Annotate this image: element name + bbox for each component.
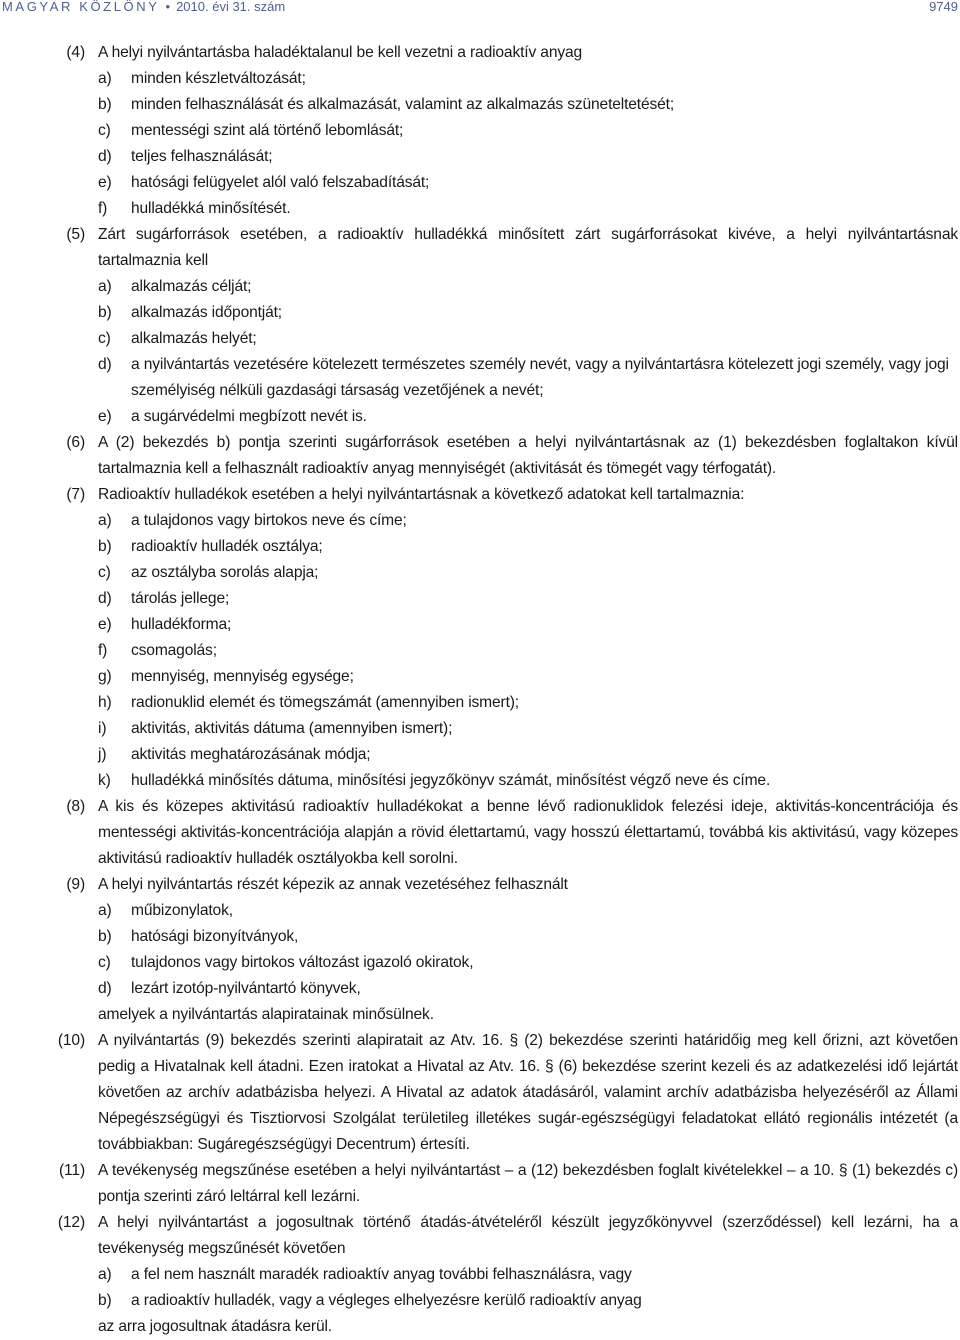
paragraph-text: A tevékenység megszűnése esetében a helyi nyilvántartást – a (12) bekezdésben foglalt kivételekkel – a 10. § (1) bekezdés c) pontja szerinti záró leltárral kell lezárni. <box>98 1162 958 1205</box>
list-item-text: hulladékká minősítését. <box>131 200 291 217</box>
list-item <box>98 690 958 716</box>
list-item <box>98 326 958 352</box>
paragraph-number: (7) <box>66 486 85 503</box>
paragraph <box>0 1158 960 1210</box>
list-item <box>98 976 958 1002</box>
list-item-label: c) <box>98 954 111 971</box>
list-item-text: alkalmazás helyét; <box>131 330 257 347</box>
list-item-text: mentességi szint alá történő lebomlását; <box>131 122 404 139</box>
list-item <box>98 66 958 92</box>
list-item-text: a sugárvédelmi megbízott nevét is. <box>131 408 367 425</box>
list-item-text: tulajdonos vagy birtokos változást igazoló okiratok, <box>131 954 474 971</box>
list-item-label: g) <box>98 668 112 685</box>
list-item-label: d) <box>98 590 112 607</box>
list-item-label: c) <box>98 330 111 347</box>
list-item <box>98 118 958 144</box>
list-item-text: aktivitás meghatározásának módja; <box>131 746 371 763</box>
list-item <box>98 508 958 534</box>
paragraph-tail-text: amelyek a nyilvántartás alapiratainak minősülnek. <box>98 1006 434 1023</box>
list-item-label: a) <box>98 512 112 529</box>
list-item-text: mennyiség, mennyiség egysége; <box>131 668 354 685</box>
list-item-text: aktivitás, aktivitás dátuma (amennyiben ismert); <box>131 720 453 737</box>
list-item <box>98 144 958 170</box>
list-item <box>98 300 958 326</box>
list-item <box>98 274 958 300</box>
list-item <box>98 586 958 612</box>
list-item-text: a radioaktív hulladék, vagy a végleges elhelyezésre kerülő radioaktív anyag <box>131 1292 642 1309</box>
list-item-text: az osztályba sorolás alapja; <box>131 564 319 581</box>
list-item <box>98 352 958 404</box>
list-item-text: minden készletváltozását; <box>131 70 306 87</box>
list-item-text: radionuklid elemét és tömegszámát (amennyiben ismert); <box>131 694 519 711</box>
paragraph-text: A (2) bekezdés b) pontja szerinti sugárforrások esetében a helyi nyilvántartásnak az (1) bekezdésben foglaltakon kívül tartalmaznia kell a felhasznált radioaktív anyag mennyiségét (aktivitását és tömegét vagy térfogatát). <box>98 434 958 477</box>
list-item-label: a) <box>98 70 112 87</box>
paragraph <box>0 872 960 1028</box>
list-item-text: hatósági bizonyítványok, <box>131 928 299 945</box>
paragraph-number: (4) <box>66 44 85 61</box>
list-item-label: b) <box>98 1292 112 1309</box>
list-item-text: hulladékforma; <box>131 616 232 633</box>
list-item-text: csomagolás; <box>131 642 217 659</box>
paragraph-number: (10) <box>57 1032 85 1049</box>
list-item <box>98 1262 958 1288</box>
list-item <box>98 950 958 976</box>
list-item-text: hulladékká minősítés dátuma, minősítési jegyzőkönyv számát, minősítést végző neve és címe. <box>131 772 771 789</box>
list-item-label: e) <box>98 616 112 633</box>
journal-title: MAGYAR KÖZLÖNY <box>2 0 160 14</box>
list-item <box>98 742 958 768</box>
paragraph-number: (12) <box>57 1214 85 1231</box>
list-item-text: radioaktív hulladék osztálya; <box>131 538 323 555</box>
list-item-text: a tulajdonos vagy birtokos neve és címe; <box>131 512 407 529</box>
paragraph-text: A nyilvántartás (9) bekezdés szerinti alapiratait az Atv. 16. § (2) bekezdése szerinti határidőig meg kell őrizni, azt követően pedig a Hivatalnak kell átadni. Ezen iratokat a Hivatal az Atv. 16. § (6) bekezdése szerint kezeli és az adatkezelési idő lejártát követően az archív adatbázisba helyezi. A Hivatal az adatok átadásáról, valamint archív adatbázisba helyezéséről az Állami Népegészségügyi és Tisztiorvosi Szolgálat területileg illetékes sugár-egészségügyi feladatokat ellátó regionális intézetét (a továbbiakban: Sugáregészségügyi Decentrum) értesíti. <box>98 1032 958 1153</box>
list-item <box>98 560 958 586</box>
list-item-label: a) <box>98 278 112 295</box>
list-item-text: hatósági felügyelet alól való felszabadítását; <box>131 174 430 191</box>
list-item-label: e) <box>98 174 112 191</box>
list-item-text: tárolás jellege; <box>131 590 230 607</box>
journal-header <box>2 0 285 14</box>
paragraph <box>0 1028 960 1158</box>
list-item <box>98 92 958 118</box>
list-item-label: f) <box>98 200 108 217</box>
paragraph-text: A helyi nyilvántartást a jogosultnak történő átadás-átvételéről készült jegyzőkönyvvel (szerződéssel) kell lezárni, ha a tevékenység megszűnését követően <box>98 1214 958 1257</box>
list-item-label: b) <box>98 96 112 113</box>
list-item-label: b) <box>98 928 112 945</box>
list-item-label: d) <box>98 148 112 165</box>
list-item <box>98 638 958 664</box>
paragraph-number: (9) <box>66 876 85 893</box>
list-item-label: k) <box>98 772 111 789</box>
paragraph-text: Radioaktív hulladékok esetében a helyi nyilvántartásnak a következő adatokat kell tartalmaznia: <box>98 486 745 503</box>
list-item-label: f) <box>98 642 108 659</box>
document-body <box>0 40 960 1340</box>
list-item-text: műbizonylatok, <box>131 902 233 919</box>
list-item-label: d) <box>98 980 112 997</box>
list-item-label: j) <box>98 746 107 763</box>
running-header <box>0 0 960 16</box>
list-item <box>98 898 958 924</box>
list-item-label: b) <box>98 304 112 321</box>
list-item-text: lezárt izotóp-nyilvántartó könyvek, <box>131 980 361 997</box>
list-item <box>98 924 958 950</box>
list-item <box>98 664 958 690</box>
paragraph <box>0 430 960 482</box>
paragraph-tail-text: az arra jogosultnak átadásra kerül. <box>98 1318 332 1335</box>
paragraph-text: A helyi nyilvántartás részét képezik az annak vezetéséhez felhasznált <box>98 876 568 893</box>
paragraph-number: (5) <box>66 226 85 243</box>
issue-date: 2010. évi 31. szám <box>176 0 286 14</box>
paragraph <box>0 222 960 430</box>
list-item-text: a fel nem használt maradék radioaktív anyag további felhasználásra, vagy <box>131 1266 632 1283</box>
page-number: 9749 <box>929 0 958 14</box>
list-item-label: i) <box>98 720 107 737</box>
list-item-label: a) <box>98 902 112 919</box>
header-bullet: • <box>165 0 171 14</box>
paragraph-number: (6) <box>66 434 85 451</box>
list-item-text: alkalmazás időpontját; <box>131 304 282 321</box>
list-item <box>98 404 958 430</box>
paragraph-text: Zárt sugárforrások esetében, a radioaktív hulladékká minősített zárt sugárforrásokat kivéve, a helyi nyilvántartásnak tartalmaznia kell <box>98 226 958 269</box>
list-item <box>98 768 958 794</box>
list-item-label: b) <box>98 538 112 555</box>
list-item-text: teljes felhasználását; <box>131 148 273 165</box>
list-item <box>98 196 958 222</box>
list-item <box>98 170 958 196</box>
list-item-label: a) <box>98 1266 112 1283</box>
paragraph <box>0 1210 960 1340</box>
list-item-label: c) <box>98 564 111 581</box>
paragraph <box>0 40 960 222</box>
paragraph <box>0 482 960 794</box>
paragraph <box>0 794 960 872</box>
paragraph-number: (11) <box>59 1162 85 1179</box>
list-item-label: e) <box>98 408 112 425</box>
list-item-text: alkalmazás célját; <box>131 278 252 295</box>
paragraph-number: (8) <box>66 798 85 815</box>
list-item <box>98 716 958 742</box>
paragraph-text: A helyi nyilvántartásba haladéktalanul be kell vezetni a radioaktív anyag <box>98 44 583 61</box>
list-item-label: c) <box>98 122 111 139</box>
list-item <box>98 612 958 638</box>
paragraph-text: A kis és közepes aktivitású radioaktív hulladékokat a benne lévő radionuklidok felezési ideje, aktivitás-koncentrációja és mentességi aktivitás-koncentrációja alapján a rövid élettartamú, vagy hosszú élettartamú, továbbá kis aktivitású, vagy közepes aktivitású radioaktív hulladék osztályokba kell sorolni. <box>98 798 958 867</box>
list-item-text: minden felhasználását és alkalmazását, valamint az alkalmazás szüneteltetését; <box>131 96 675 113</box>
list-item-label: d) <box>98 356 112 373</box>
list-item-text: a nyilvántartás vezetésére kötelezett természetes személy nevét, vagy a nyilvántartásra kötelezett jogi személy, vagy jogi személyiség nélküli gazdasági társaság vezetőjének a nevét; <box>131 356 949 399</box>
list-item <box>98 1288 958 1314</box>
list-item <box>98 534 958 560</box>
list-item-label: h) <box>98 694 112 711</box>
